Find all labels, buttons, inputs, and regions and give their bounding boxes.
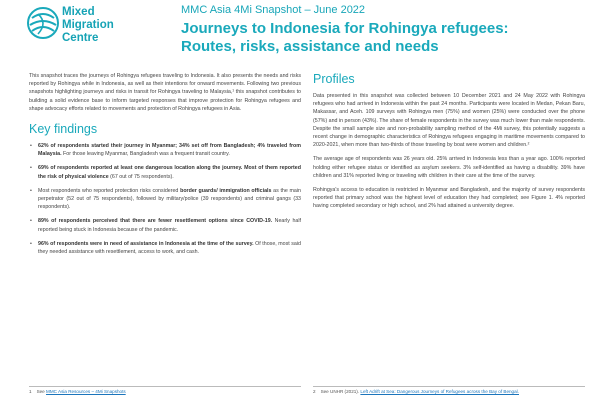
footnote-divider	[29, 386, 301, 387]
footnote-prefix: See	[36, 389, 47, 394]
finding-item	[29, 217, 301, 233]
footnote-link[interactable]: Left Adrift at Sea: Dangerous Journeys of Refugees across the Bay of Bengal.	[360, 389, 519, 394]
finding-bold: 62% of respondents started their journey in Myanmar; 34% set off from Bangladesh; 4% traveled from Malaysia.	[38, 143, 301, 158]
footnote-link[interactable]: MMC Asia Resources – 4Mi Snapshots	[46, 389, 126, 394]
profiles-paragraph-2: The average age of respondents was 26 years old. 25% arrived in Indonesia less than a year ago. 100% reported holding either refugee status or identified as asylum seekers. 3% self-identified as having a disability. 39% have children and 31% reported living or traveling with children in their care at the time of the survey.	[313, 156, 585, 179]
finding-bold: 96% of respondents were in need of assistance in Indonesia at the time of the survey.	[38, 240, 254, 247]
finding-item	[29, 240, 301, 256]
intro-paragraph: This snapshot traces the journeys of Rohingya refugees traveling to Indonesia. It also presents the needs and risks reported by Rohingya while in Indonesia, as well as their intentions for onward movements. Following two previous snapshots highlighting journeys and risks in transit for Rohingya traveling to Malaysia,¹ this snapshot contributes to building a solid evidence base to inform targeted responses that improve protection for Rohingya refugees and shape advocacy efforts related to movements and protection of Rohingya refugees in Asia.	[29, 73, 301, 112]
finding-item	[29, 187, 301, 212]
footnote-number: 1	[29, 389, 32, 394]
globe-icon	[26, 6, 60, 40]
finding-pre: Most respondents who reported protection risks considered	[38, 187, 181, 194]
finding-text: (67 out of 75 respondents).	[108, 173, 174, 180]
bullet-icon: •	[30, 240, 32, 247]
snapshot-label: MMC Asia 4Mi Snapshot – June 2022	[181, 4, 366, 16]
footnote-prefix: See UNHR (2021).	[320, 389, 361, 394]
page-title-line-1: Journeys to Indonesia for Rohingya refugees:	[181, 20, 509, 37]
finding-bold: 69% of respondents reported at least one dangerous location along the journey. Most of them reported the risk of physical violence	[38, 165, 301, 180]
page-title-line-2: Routes, risks, assistance and needs	[181, 38, 439, 55]
finding-item	[29, 164, 301, 180]
profiles-heading: Profiles	[313, 72, 355, 86]
bullet-icon: •	[30, 143, 32, 150]
logo-wordmark	[62, 6, 114, 45]
footnote-1	[29, 389, 126, 395]
finding-text: Of those, most said they needed assistance with resettlement, access to work, and cash.	[38, 240, 301, 256]
profiles-paragraph-1: Data presented in this snapshot was collected between 10 December 2021 and 24 May 2022 with Rohingya refugees who had arrived in Indonesia within the past 24 months. Participants were located in Medan, Pekan Baru, Makassar, and Aceh. 109 surveys with Rohingya men (75%) and women (25%) were conducted over the phone (57%) and in person (43%). The share of female respondents in the survey was much lower than male respondents. Despite the small sample size and non-probability sampling method of the 4Mi survey, this potentially suggests a recent change in demographic characteristics of Rohingya refugees engaging in maritime movements compared to 2020-2021, when more than two-thirds of those traveling by boat were women and children.²	[313, 93, 585, 149]
left-column	[29, 72, 301, 262]
key-findings-heading: Key findings	[29, 122, 98, 137]
right-column	[313, 72, 585, 217]
logo-line-1: Mixed	[62, 6, 95, 18]
finding-item	[29, 142, 301, 158]
finding-text: as the main perpetrator (52 out of 75 respondents), followed by military/police (39 respondents) and criminal gangs (33 respondents).	[38, 187, 301, 211]
logo-line-3: Centre	[62, 32, 99, 44]
footnote-2	[313, 389, 519, 395]
footnote-number: 2	[313, 389, 316, 394]
finding-bold: 89% of respondents perceived that there are fewer resettlement options since COVID-19.	[38, 218, 273, 225]
finding-text: For those leaving Myanmar, Bangladesh was a frequent transit country.	[61, 151, 230, 158]
page-title	[181, 20, 581, 56]
bullet-icon: •	[30, 218, 32, 225]
bullet-icon: •	[30, 187, 32, 194]
bullet-icon: •	[30, 165, 32, 172]
finding-bold: border guards/ immigration officials	[180, 187, 272, 194]
finding-text: Nearly half reported being stuck in Indonesia because of the pandemic.	[38, 218, 301, 233]
profiles-paragraph-3: Rohingya's access to education is restricted in Myanmar and Bangladesh, and the majority of survey respondents reported that primary school was the highest level of education they had completed; see Figure 1. 4% reported having completed secondary or high school, and 2% had attained a university degree.	[313, 187, 585, 210]
logo-line-2: Migration	[62, 19, 114, 31]
mmc-logo[interactable]	[26, 6, 166, 50]
header	[0, 0, 600, 66]
footnote-divider	[313, 386, 585, 387]
